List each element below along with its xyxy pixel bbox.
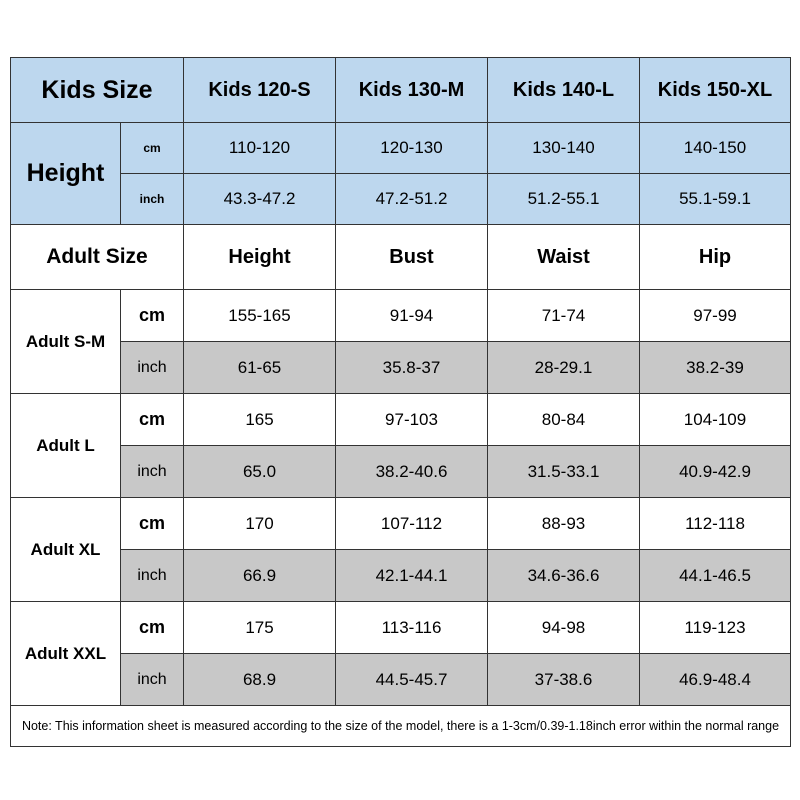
adult-size-name: Adult XL — [11, 498, 121, 602]
adult-size-name: Adult S-M — [11, 290, 121, 394]
table-cell: 42.1-44.1 — [336, 550, 488, 602]
table-cell: 130-140 — [488, 123, 640, 174]
table-cell: 91-94 — [336, 290, 488, 342]
table-row — [11, 394, 791, 446]
size-chart-table — [10, 57, 791, 747]
table-cell: 31.5-33.1 — [488, 446, 640, 498]
table-cell: 97-99 — [640, 290, 791, 342]
kids-size-130-m: Kids 130-M — [336, 58, 488, 123]
table-cell: 119-123 — [640, 602, 791, 654]
table-cell: 34.6-36.6 — [488, 550, 640, 602]
table-cell: 51.2-55.1 — [488, 174, 640, 225]
table-row — [11, 602, 791, 654]
table-cell: 71-74 — [488, 290, 640, 342]
adult-size-label: Adult Size — [11, 225, 184, 290]
kids-height-label: Height — [11, 123, 121, 225]
column-header-height: Height — [184, 225, 336, 290]
table-cell: 65.0 — [184, 446, 336, 498]
table-cell: 43.3-47.2 — [184, 174, 336, 225]
table-cell: 110-120 — [184, 123, 336, 174]
adult-size-header-row — [11, 225, 791, 290]
column-header-hip: Hip — [640, 225, 791, 290]
unit-label: cm — [121, 290, 184, 342]
table-row — [11, 342, 791, 394]
table-cell: 175 — [184, 602, 336, 654]
column-header-bust: Bust — [336, 225, 488, 290]
unit-label: inch — [121, 174, 184, 225]
table-cell: 120-130 — [336, 123, 488, 174]
unit-label: cm — [121, 123, 184, 174]
table-cell: 80-84 — [488, 394, 640, 446]
kids-height-cm-row — [11, 123, 791, 174]
unit-label: cm — [121, 498, 184, 550]
table-cell: 112-118 — [640, 498, 791, 550]
table-cell: 28-29.1 — [488, 342, 640, 394]
column-header-waist: Waist — [488, 225, 640, 290]
unit-label: cm — [121, 602, 184, 654]
table-cell: 97-103 — [336, 394, 488, 446]
table-cell: 38.2-40.6 — [336, 446, 488, 498]
kids-size-label: Kids Size — [11, 58, 184, 123]
table-row — [11, 654, 791, 706]
table-cell: 104-109 — [640, 394, 791, 446]
table-cell: 113-116 — [336, 602, 488, 654]
table-cell: 46.9-48.4 — [640, 654, 791, 706]
table-cell: 140-150 — [640, 123, 791, 174]
table-cell: 155-165 — [184, 290, 336, 342]
table-cell: 66.9 — [184, 550, 336, 602]
table-cell: 61-65 — [184, 342, 336, 394]
table-row — [11, 446, 791, 498]
unit-label: cm — [121, 394, 184, 446]
unit-label: inch — [121, 654, 184, 706]
kids-height-inch-row — [11, 174, 791, 225]
table-cell: 47.2-51.2 — [336, 174, 488, 225]
table-row — [11, 498, 791, 550]
adult-size-name: Adult L — [11, 394, 121, 498]
measurement-note: Note: This information sheet is measured according to the size of the model, there is a 1-3cm/0.39-1.18inch error within the normal range — [11, 706, 791, 747]
table-row — [11, 550, 791, 602]
unit-label: inch — [121, 550, 184, 602]
table-cell: 44.5-45.7 — [336, 654, 488, 706]
kids-size-header-row — [11, 58, 791, 123]
note-row — [11, 706, 791, 747]
table-cell: 37-38.6 — [488, 654, 640, 706]
kids-size-120-s: Kids 120-S — [184, 58, 336, 123]
table-cell: 40.9-42.9 — [640, 446, 791, 498]
adult-size-name: Adult XXL — [11, 602, 121, 706]
table-cell: 170 — [184, 498, 336, 550]
table-cell: 44.1-46.5 — [640, 550, 791, 602]
table-cell: 55.1-59.1 — [640, 174, 791, 225]
kids-size-150-xl: Kids 150-XL — [640, 58, 791, 123]
unit-label: inch — [121, 342, 184, 394]
kids-size-140-l: Kids 140-L — [488, 58, 640, 123]
table-cell: 107-112 — [336, 498, 488, 550]
table-cell: 38.2-39 — [640, 342, 791, 394]
table-cell: 35.8-37 — [336, 342, 488, 394]
table-cell: 88-93 — [488, 498, 640, 550]
table-cell: 68.9 — [184, 654, 336, 706]
table-row — [11, 290, 791, 342]
table-cell: 94-98 — [488, 602, 640, 654]
table-cell: 165 — [184, 394, 336, 446]
unit-label: inch — [121, 446, 184, 498]
